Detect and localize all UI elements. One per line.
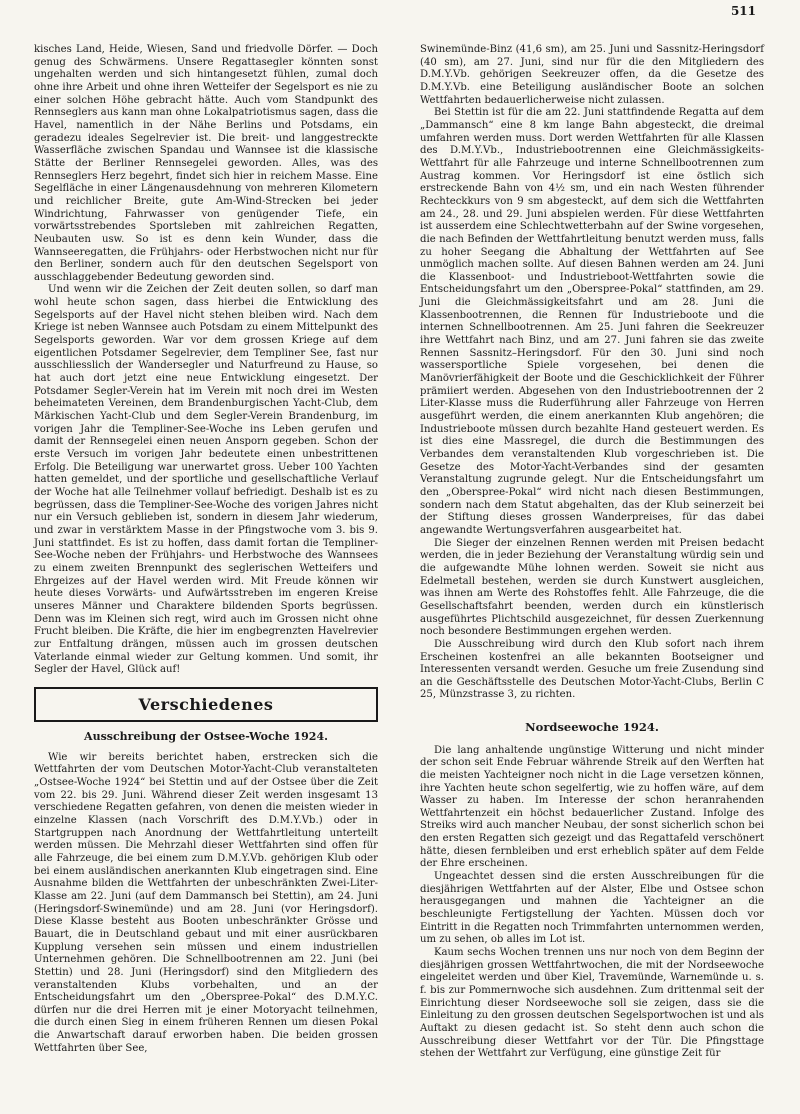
body-paragraph: Wie wir bereits berichtet haben, erstrecken sich die Wettfahrten der vom Deutschen Motor-Yacht-Club veranstalteten „Ostsee-Woche 1924“ bei Stettin und auf der Ostsee über die Zeit vom 22. bis 29. Juni. Während dieser Zeit werden insgesamt 13 verschiedene Regatten gefahren, von denen die meisten wieder in einzelne Klassen (nach Vorschrift des D.M.Y.Vb.) oder in Startgruppen nach Anordnung der Wettfahrtleitung unterteilt werden müssen. Die Mehrzahl dieser Wettfahrten sind offen für alle Fahrzeuge, die bei einem zum D.M.Y.Vb. gehörigen Klub oder bei einem ausländischen anerkannten Klub eingetragen sind. Eine Ausnahme bilden die Wettfahrten der unbeschränkten Zwei-Liter-Klasse am 22. Juni (auf dem Dammansch bei Stettin), am 24. Juni (Heringsdorf-Swinemünde) und am 28. Juni (vor Heringsdorf). Diese Klasse besteht aus Booten unbeschränkter Grösse und Bauart, die in Deutschland gebaut und mit einer ausrückbaren Kupplung versehen sein müssen und einem industriellen Unternehmen gehören. Die Schnellbootrennen am 22. Juni (bei Stettin) und 28. Juni (Heringsdorf) sind den Mitgliedern des veranstaltenden Klubs vorbehalten, und an der Entscheidungsfahrt um den „Oberspree-Pokal“ des D.M.Y.C. dürfen nur die drei Herren mit je einer Motoryacht teilnehmen, die durch einen Sieg in einem früheren Rennen um diesen Pokal die Anwartschaft darauf erworben haben. Die beiden grossen Wettfahrten über See, bbox=[34, 751, 378, 1054]
right-column bbox=[420, 44, 764, 1061]
body-paragraph: Die lang anhaltende ungünstige Witterung und nicht minder der schon seit Ende Februar währende Streik auf den Werften hat die meisten Yachteigner noch nicht in die Lage versetzen können, ihre Yachten heute schon segelfertig, wie zu hoffen wäre, auf dem Wasser zu haben. Im Interesse der schon heranrahenden Wettfahrtenzeit ein höchst bedauerlicher Zustand. Infolge des Streiks wird auch mancher Neubau, der sonst sicherlich schon bei den ersten Regatten sich gezeigt und das Regattafeld verschönert hätte, diesen fernbleiben und erst erheblich später auf dem Felde der Ehre erscheinen. bbox=[420, 744, 764, 870]
body-paragraph: Bei Stettin ist für die am 22. Juni stattfindende Regatta auf dem „Dammansch“ eine 8 km lange Bahn abgesteckt, die dreimal umfahren werden muss. Dort werden Wettfahrten für alle Klassen des D.M.Y.Vb., Industriebootrennen eine Gleichmässigkeits-Wettfahrt für alle Fahrzeuge und interne Schnellbootrennen zum Austrag kommen. Vor Heringsdorf ist eine östlich sich erstreckende Bahn von 4½ sm, und ein nach Westen führender Rechteckkurs von 9 sm abgesteckt, auf dem sich die Wettfahrten am 24., 28. und 29. Juni abspielen werden. Für diese Wettfahrten ist ausserdem eine Schlechtwetterbahn auf der Swine vorgesehen, die nach Befinden der Wettfahrtleitung benutzt werden muss, falls zu hoher Seegang die Abhaltung der Wettfahrten auf See unmöglich machen sollte. Auf diesen Bahnen werden am 24. Juni die Klassenboot- und Industrieboot-Wettfahrten sowie die Entscheidungsfahrt um den „Oberspree-Pokal“ stattfinden, am 29. Juni die Gleichmässigkeitsfahrt und am 28. Juni die Klassenbootrennen, die Rennen für Industrieboote und die internen Schnellbootrennen. Am 25. Juni fahren die Seekreuzer ihre Wettfahrt nach Binz, und am 27. Juni fahren sie das zweite Rennen Sassnitz–Heringsdorf. Für den 30. Juni sind noch wassersportliche Spiele vorgesehen, bei denen die Manövrierfähigkeit der Boote und die Geschicklichkeit der Führer prämiiert werden. Abgesehen von den Industriebootrennen der 2 Liter-Klasse muss die Ruderführung aller Fahrzeuge von Herren ausgeführt werden, die einem anerkannten Klub angehören; die Industrieboote müssen durch bezahlte Hand gesteuert werden. Es ist dies eine Massregel, die durch die Bestimmungen des Verbandes dem veranstaltenden Klub vorgeschrieben ist. Die Gesetze des Motor-Yacht-Verbandes sind der gesamten Veranstaltung zugrunde gelegt. Nur die Entscheidungsfahrt um den „Oberspree-Pokal“ wird nicht nach diesen Bestimmungen, sondern nach dem Statut abgehalten, das der Klub seinerzeit bei der Stiftung dieses grossen Wanderpreises, für das dabei angewandte Wertungsverfahren ausgearbeitet hat. bbox=[420, 107, 764, 536]
page-number: 511 bbox=[730, 4, 756, 18]
article-title-ostsee: Ausschreibung der Ostsee-Woche 1924. bbox=[84, 729, 328, 743]
body-paragraph: Swinemünde-Binz (41,6 sm), am 25. Juni und Sassnitz-Heringsdorf (40 sm), am 27. Juni, sind nur für die den Mitgliedern des D.M.Y.Vb. gehörigen Seekreuzer offen, da die Gesetze des D.M.Y.Vb. eine Beteiligung ausländischer Boote an solchen Wettfahrten bedauerlicherweise nicht zulassen. bbox=[420, 44, 764, 106]
body-paragraph: Die Ausschreibung wird durch den Klub sofort nach ihrem Erscheinen kostenfrei an alle bekannten Bootseigner und Interessenten versandt werden. Gesuche um freie Zusendung sind an die Geschäftsstelle des Deutschen Motor-Yacht-Clubs, Berlin C 25, Münzstrasse 3, zu richten. bbox=[420, 638, 764, 701]
body-paragraph: Und wenn wir die Zeichen der Zeit deuten sollen, so darf man wohl heute schon sagen, dass hierbei die Entwicklung des Segelsports auf der Havel nicht stehen bleiben wird. Nach dem Kriege ist neben Wannsee auch Potsdam zu einem Mittelpunkt des Segelsports geworden. War vor dem grossen Kriege auf dem eigentlichen Potsdamer Segelrevier, dem Templiner See, fast nur ausschliesslich der Wandersegler und Naturfreund zu Hause, so hat auch dort jetzt eine neue Entwicklung eingesetzt. Der Potsdamer Segler-Verein hat im Verein mit noch drei im Westen beheimateten Vereinen, dem Brandenburgischen Yacht-Club, dem Märkischen Yacht-Club und dem Segler-Verein Brandenburg, im vorigen Jahr die Templiner-See-Woche ins Leben gerufen und damit der Rennsegelei einen neuen Ansporn gegeben. Schon der erste Versuch im vorigen Jahr bedeutete einen unbestrittenen Erfolg. Die Beteiligung war unerwartet gross. Ueber 100 Yachten hatten gemeldet, und der sportliche und gesellschaftliche Verlauf der Woche hat alle Teilnehmer vollauf befriedigt. Deshalb ist es zu begrüssen, dass die Templiner-See-Woche des vorigen Jahres nicht nur ein Versuch geblieben ist, sondern in diesem Jahr wiederum, und zwar in verstärktem Masse in der Pfingstwoche vom 3. bis 9. Juni stattfindet. Es ist zu hoffen, dass damit fortan die Templiner-See-Woche neben der Frühjahrs- und Herbstwoche des Wannsees zu einem zweiten Brennpunkt des seglerischen Wetteifers und Ehrgeizes auf der Havel werden wird. Mit Freude können wir heute dieses Vorwärts- und Aufwärtsstreben im engeren Kreise unseres Männer und Charaktere bildenden Sports begrüssen. Denn was im Kleinen sich regt, wird auch im Grossen nicht ohne Frucht bleiben. Die Kräfte, die hier im engbegrenzten Havelrevier zur Entfaltung drängen, müssen auch im grossen deutschen Vaterlande einmal wieder zur Geltung kommen. Und somit, ihr Segler der Havel, Glück auf! bbox=[34, 284, 378, 676]
article-title-nordsee: Nordseewoche 1924. bbox=[525, 720, 659, 735]
body-paragraph: Kaum sechs Wochen trennen uns nur noch von dem Beginn der diesjährigen grossen Wettfahrtwochen, die mit der Nordseewoche eingeleitet werden und über Kiel, Travemünde, Warnemünde u. s. f. bis zur Pommernwoche sich ausdehnen. Zum drittenmal seit der Einrichtung dieser Nordseewoche soll sie zeigen, dass sie die Einleitung zu den grossen deutschen Segelsportwochen ist und als Auftakt zu diesen gedacht ist. So steht denn auch schon die Ausschreibung dieser Wettfahrt vor der Tür. Die Pfingsttage stehen der Wettfahrt zur Verfügung, eine günstige Zeit für bbox=[420, 947, 764, 1060]
section-heading: Verschiedenes bbox=[138, 694, 274, 714]
body-paragraph: Die Sieger der einzelnen Rennen werden mit Preisen bedacht werden, die in jeder Beziehung der Veranstaltung würdig sein und die aufgewandte Mühe lohnen werden. Soweit sie nicht aus Edelmetall bestehen, werden sie durch Kunstwert ausgleichen, was ihnen am Werte des Rohstoffes fehlt. Alle Fahrzeuge, die die Gesellschaftsfahrt beenden, werden durch ein künstlerisch ausgeführtes Plichtschild ausgezeichnet, für dessen Zuerkennung noch besondere Bestimmungen ergehen werden. bbox=[420, 537, 764, 638]
body-paragraph: kisches Land, Heide, Wiesen, Sand und friedvolle Dörfer. — Doch genug des Schwärmens. Unsere Regattasegler könnten sonst ungehalten werden und sich hintangesetzt fühlen, zumal doch ohne ihre Arbeit und ohne ihren Wetteifer der Segelsport es nie zu einer solchen Höhe gebracht hätte. Auch vom Standpunkt des Rennseglers aus kann man ohne Lokalpatriotismus sagen, dass die Havel, namentlich in der Nähe Berlins und Potsdams, ein geradezu ideales Segelrevier ist. Die breit- und langgestreckte Wasserfläche zwischen Spandau und Wannsee ist die klassische Stätte der Berliner Rennsegelei geworden. Alles, was des Rennseglers Herz begehrt, findet sich hier in reichem Masse. Eine Segelfläche in einer Längenausdehnung von mehreren Kilometern und reichlicher Breite, gute Am-Wind-Strecken bei jeder Windrichtung, Fahrwasser von genügender Tiefe, ein vorwärtsstrebendes Sportsleben mit zahlreichen Regatten, Neubauten usw. So ist es denn kein Wunder, dass die Wannseeregatten, die Frühjahrs- oder Herbstwochen nicht nur für den Berliner, sondern auch für den deutschen Segelsport von ausschlaggebender Bedeutung geworden sind. bbox=[34, 44, 378, 283]
left-column bbox=[34, 44, 378, 1055]
section-heading-box bbox=[34, 687, 378, 722]
body-paragraph: Ungeachtet dessen sind die ersten Ausschreibungen für die diesjährigen Wettfahrten auf der Alster, Elbe und Ostsee schon herausgegangen und mahnen die Yachteigner an die beschleunigte Fertigstellung der Yachten. Müssen doch vor Eintritt in die Regatten noch Trimmfahrten unternommen werden, um zu sehen, ob alles im Lot ist. bbox=[420, 871, 764, 946]
